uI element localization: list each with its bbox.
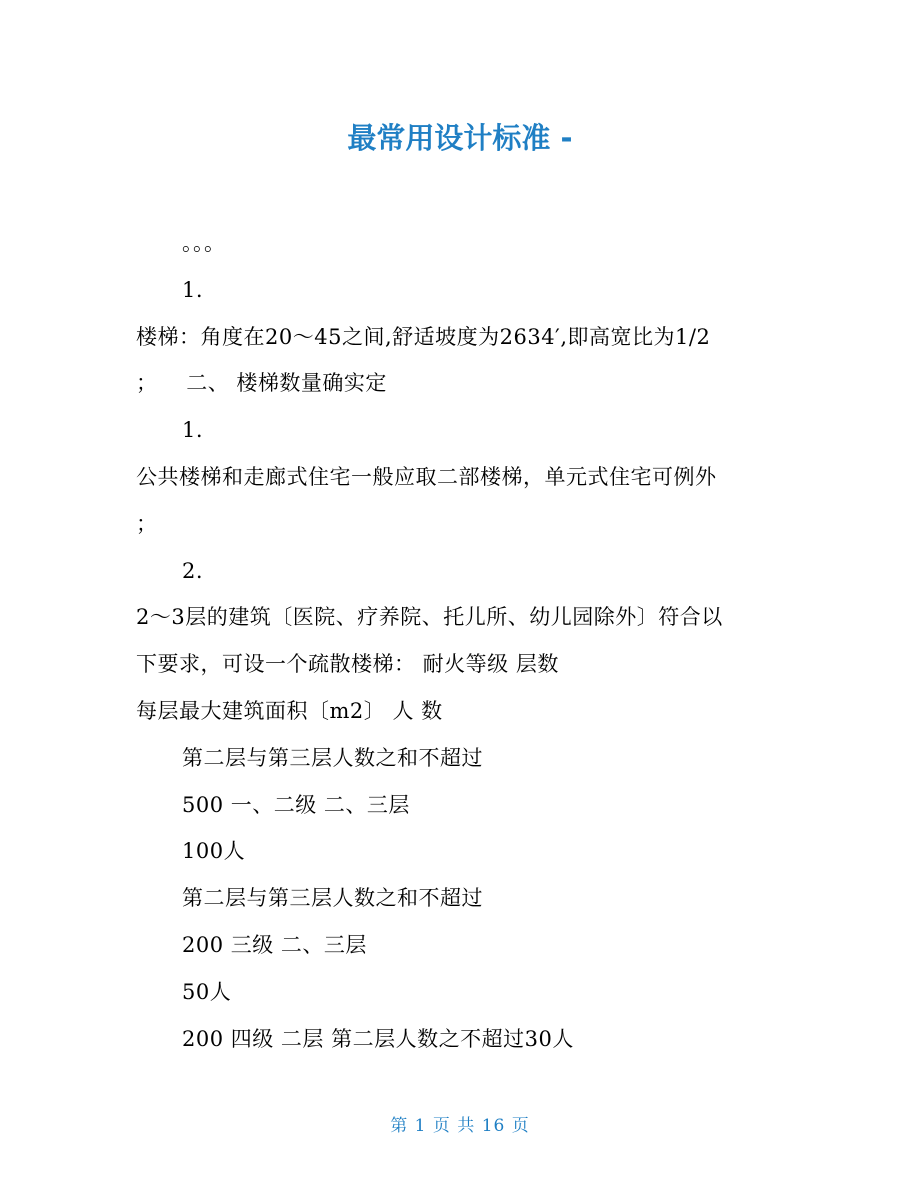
- text-line: 200 三级 二、三层: [182, 932, 367, 957]
- text-line: 2.: [182, 558, 204, 583]
- text-line: 公共楼梯和走廊式住宅一般应取二部楼梯，单元式住宅可例外: [136, 464, 717, 489]
- text-line: 1.: [182, 418, 204, 443]
- text-line: 楼梯：角度在20～45之间,舒适坡度为2634′,即高宽比为1/2: [136, 324, 711, 349]
- text-line: 200 四级 二层 第二层人数之不超过30人: [182, 1026, 574, 1051]
- text-line: 2～3层的建筑〔医院、疗养院、托儿所、幼儿园除外〕符合以: [136, 605, 723, 630]
- text-line: 下要求，可设一个疏散楼梯： 耐火等级 层数: [136, 652, 559, 677]
- text-line: 每层最大建筑面积〔m2〕 人 数: [136, 698, 443, 723]
- text-line: 500 一、二级 二、三层: [182, 792, 410, 817]
- text-line: ； 二、 楼梯数量确实定: [136, 371, 387, 396]
- page-title: 最常用设计标准 -: [347, 121, 573, 155]
- text-line: 100人: [182, 839, 246, 864]
- text-line: ；: [136, 511, 158, 536]
- text-line: 。。。: [182, 231, 226, 255]
- page-footer: 第 1 页 共 16 页: [390, 1116, 530, 1136]
- text-line: 第二层与第三层人数之和不超过: [182, 745, 483, 770]
- text-line: 1.: [182, 277, 204, 302]
- text-line: 第二层与第三层人数之和不超过: [182, 886, 483, 911]
- document-body: [136, 220, 796, 1062]
- text-line: 50人: [182, 979, 232, 1004]
